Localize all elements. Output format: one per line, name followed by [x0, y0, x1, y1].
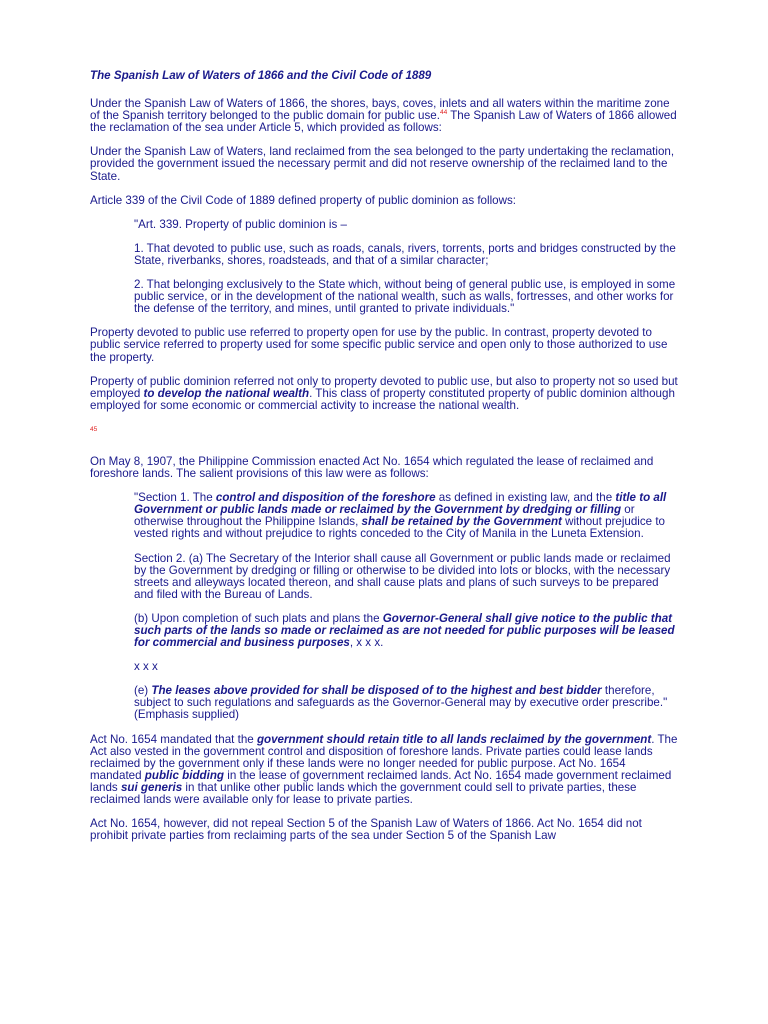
paragraph-act-1654-mandate [90, 734, 680, 807]
paragraph-text: Property of public dominion referred not only to property devoted to public use, but also to property not so used but employed [90, 374, 678, 400]
paragraph-spanish-law-waters [90, 98, 680, 134]
quote-text: without prejudice to vested rights and without prejudice to rights conceded to the City of Manila in the Luneta Extension. [134, 515, 666, 541]
paragraph-reclaimed-land: Under the Spanish Law of Waters, land reclaimed from the sea belonged to the party undertaking the reclamation, provided the government issued the necessary permit and did not reserve ownership of the reclaimed land to the State. [90, 145, 675, 183]
quote-art-339-item-1: 1. That devoted to public use, such as roads, canals, rivers, torrents, ports and bridges constructed by the State, riverbanks, shores, roadsteads, and that of a similar character; [134, 241, 676, 267]
quote-omission: x x x [134, 660, 158, 674]
paragraph-article-339-intro: Article 339 of the Civil Code of 1889 defined property of public dominion as follows: [90, 193, 516, 207]
quote-text: "Section 1. The [134, 491, 216, 505]
paragraph-national-wealth [90, 376, 680, 412]
quote-section-2a: Section 2. (a) The Secretary of the Interior shall cause all Government or public lands made or reclaimed by the Government by dredging or filling or otherwise to be divided into lots or blocks, with the necessary streets and alleyways located thereon, and shall cause plats and plans of such surveys to be prepared and filed with the Bureau of Lands. [134, 551, 671, 601]
emphasis-text: The leases above provided for shall be disposed of to the highest and best bidder [151, 684, 602, 698]
paragraph-text: The Spanish Law of Waters of 1866 allowed the reclamation of the sea under Article 5, which provided as follows: [90, 109, 677, 135]
emphasis-text: shall be retained by the Government [361, 515, 562, 529]
paragraph-public-use-vs-service: Property devoted to public use referred to property open for use by the public. In contrast, property devoted to public service referred to property used for some specific public service and open only to those authorized to use the property. [90, 326, 668, 364]
footnote-link-45[interactable]: 45 [90, 425, 98, 433]
emphasis-text: control and disposition of the foreshore [215, 491, 436, 505]
emphasis-text: to develop the national wealth [143, 386, 310, 400]
footnote-link-44[interactable]: 44 [439, 109, 448, 117]
paragraph-text: . This class of property constituted property of public dominion although employed for some economic or commercial activity to increase the national wealth. [90, 386, 675, 412]
quote-text: or otherwise throughout the Philippine Islands, [134, 503, 635, 529]
paragraph-text: Act No. 1654 mandated that the [90, 732, 257, 746]
paragraph-act-1654-intro: On May 8, 1907, the Philippine Commission enacted Act No. 1654 which regulated the lease of reclaimed and foreshore lands. The salient provisions of this law were as follows: [90, 454, 654, 481]
quote-text: (e) [134, 684, 152, 698]
quote-section-2e [134, 685, 680, 721]
paragraph-text: Under the Spanish Law of Waters of 1866, the shores, bays, coves, inlets and all waters within the maritime zone of the Spanish territory belonged to the public domain for public use. [90, 97, 670, 123]
paragraph-text: in that unlike other public lands which the government could sell to private parties, these reclaimed lands were available only for lease to private parties. [90, 780, 637, 807]
quote-text: (b) Upon completion of such plats and plans the [134, 611, 383, 625]
quote-text: , x x x. [349, 636, 384, 650]
emphasis-text: Governor-General shall give notice to the public that such parts of the lands so made or reclaimed as are not needed for public purposes will be leased for commercial and business purposes [134, 611, 675, 650]
quote-text: as defined in existing law, and the [435, 491, 616, 505]
paragraph-text: in the lease of government reclaimed lands. Act No. 1654 made government reclaimed lands [90, 768, 672, 794]
quote-art-339-heading: "Art. 339. Property of public dominion is – [134, 217, 347, 231]
quote-section-1 [134, 492, 680, 540]
emphasis-text: sui generis [120, 780, 183, 794]
emphasis-text: title to all Government or public lands made or reclaimed by the Government by dredging or filling [134, 491, 667, 517]
quote-text: therefore, subject to such regulations and safeguards as the Governor-General may by executive order prescribe." (Emphasis supplied) [134, 684, 668, 722]
paragraph-act-1654-repeal: Act No. 1654, however, did not repeal Section 5 of the Spanish Law of Waters of 1866. Act No. 1654 did not prohibit private parties from reclaiming parts of the sea under Section 5 of the Spanish Law [90, 817, 642, 843]
quote-section-2b [134, 613, 680, 649]
page-title: The Spanish Law of Waters of 1866 and the Civil Code of 1889 [90, 69, 432, 82]
document-page [90, 70, 680, 854]
emphasis-text: government should retain title to all lands reclaimed by the government [256, 732, 652, 746]
paragraph-text: . The Act also vested in the government control and disposition of foreshore lands. Private parties could lease lands reclaimed by the government only if these lands were no longer needed for public purpose. Act No. 1654 mandated [90, 732, 678, 782]
emphasis-text: public bidding [144, 768, 225, 782]
quote-art-339-item-2: 2. That belonging exclusively to the State which, without being of general public use, is employed in some public service, or in the development of the national wealth, such as walls, fortresses, and other works for the defense of the territory, and mines, until granted to private individuals." [134, 278, 676, 316]
